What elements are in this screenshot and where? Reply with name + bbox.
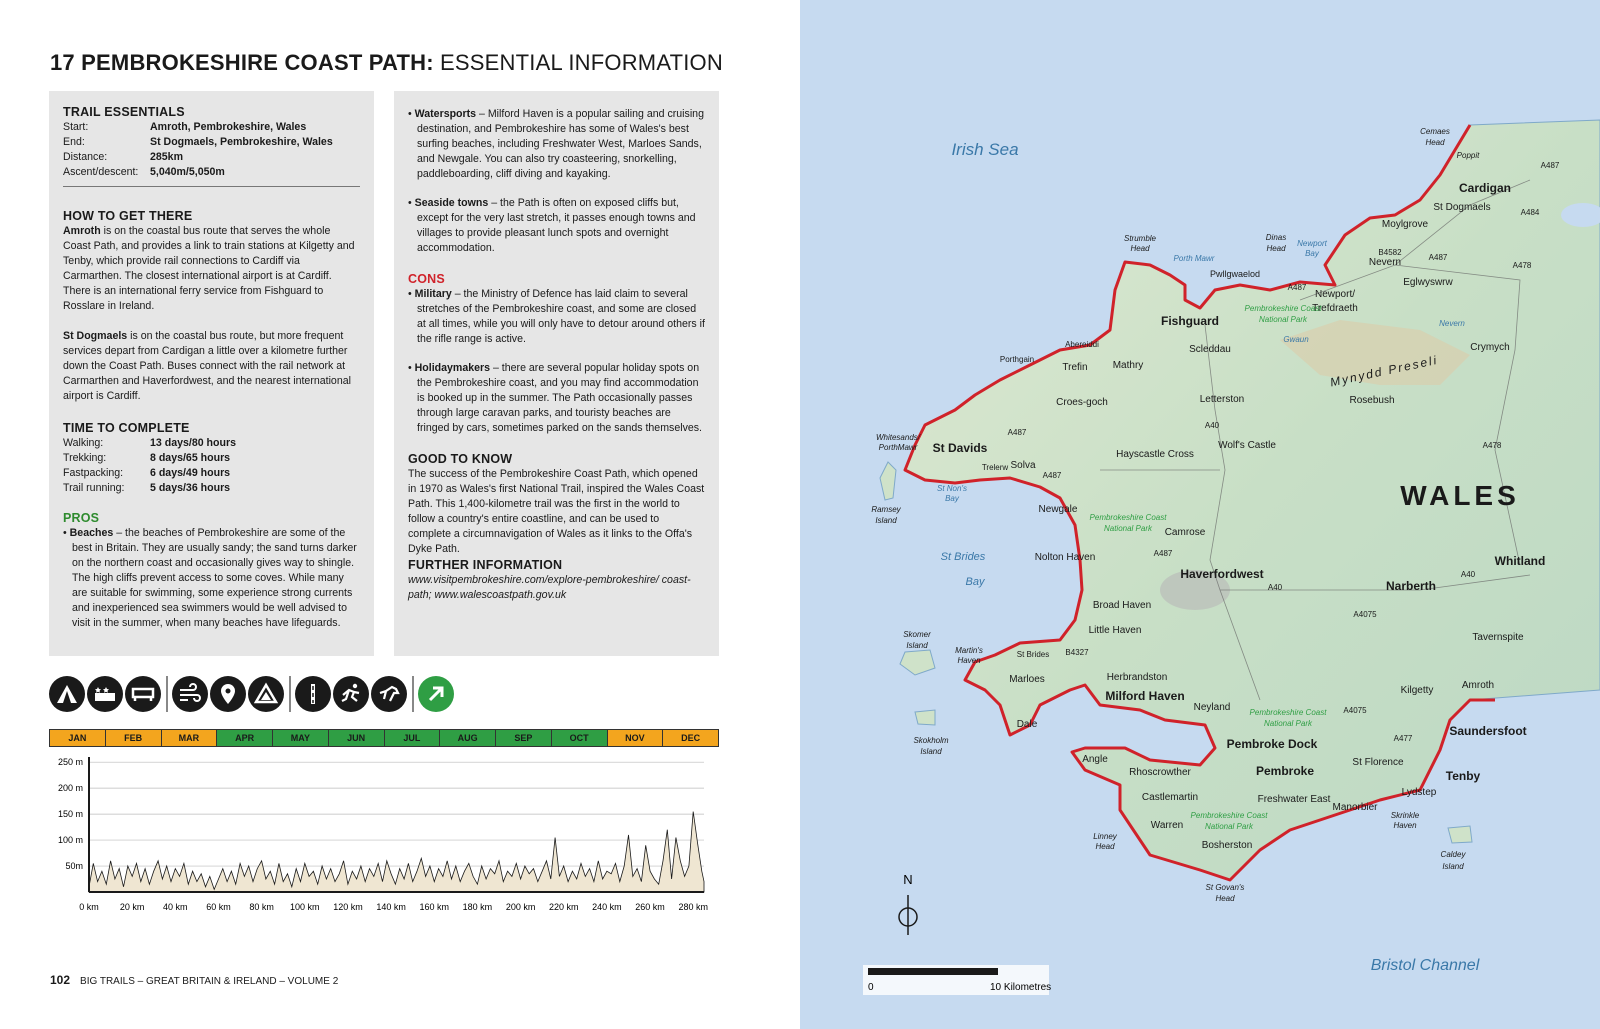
region-label: WALES — [1400, 480, 1520, 511]
road-label: A484 — [1520, 208, 1540, 217]
x-tick-label: 200 km — [505, 902, 536, 912]
hills-label: Mynydd Preseli — [1328, 352, 1440, 390]
y-tick-label: 150 m — [57, 809, 83, 820]
town-label: Wolf's Castle — [1218, 440, 1276, 451]
how-to-get-there — [63, 209, 360, 404]
pros-section — [63, 511, 360, 631]
y-tick-label: 50m — [65, 861, 83, 872]
road-label: A487 — [1287, 283, 1307, 292]
town-label: Trefin — [1062, 362, 1088, 373]
time-rows — [63, 436, 360, 496]
month-mar: MAR — [162, 730, 218, 746]
month-oct: OCT — [552, 730, 608, 746]
town-label: Tavernspite — [1472, 632, 1524, 643]
town-label: Croes-goch — [1056, 397, 1108, 408]
town-label: Neyland — [1193, 702, 1231, 713]
town-label: Warren — [1150, 820, 1184, 831]
icon-separator — [412, 676, 414, 712]
month-nov: NOV — [608, 730, 664, 746]
month-sep: SEP — [496, 730, 552, 746]
town-label: Solva — [1010, 460, 1036, 471]
x-tick-label: 60 km — [206, 902, 231, 912]
water-label: Newport — [1297, 239, 1327, 248]
map-panel — [800, 0, 1600, 1029]
road-label: A40 — [1267, 583, 1283, 592]
x-tick-label: 240 km — [592, 902, 622, 912]
town-label: Camrose — [1164, 527, 1206, 538]
details-box — [394, 91, 719, 656]
north-label: N — [903, 872, 913, 887]
month-may: MAY — [273, 730, 329, 746]
divider — [63, 186, 360, 187]
town-label: Amroth — [1461, 680, 1495, 691]
get-there-p2: St Dogmaels is on the coastal bus route, but more frequent services depart from Cardigan a little over a kilometre further down the Coast Path. Buses connect with the rail network at Carmarthen and Haverfordwest, and the nearest international airport is Cardiff. — [63, 330, 351, 402]
trail-essentials-heading: TRAIL ESSENTIALS — [63, 105, 185, 119]
town-label: Trefdraeth — [1312, 303, 1358, 314]
icon-separator — [289, 676, 291, 712]
x-tick-label: 40 km — [163, 902, 188, 912]
town-label: Angle — [1082, 754, 1108, 765]
activity-icons — [49, 674, 456, 714]
coast-label: Cemaes — [1420, 127, 1450, 136]
coast-label: Head — [1425, 138, 1445, 147]
town-label: Scleddau — [1189, 344, 1231, 355]
pros-item: • Seaside towns – the Path is often on exposed cliffs but, except for the very last stretch, it passes enough towns and villages to provide pleasant lunch spots and overnight accommodation. — [408, 197, 696, 254]
town-label: Fishguard — [1160, 314, 1220, 328]
town-label: Abereiddi — [1065, 340, 1099, 349]
road-label: A4075 — [1353, 610, 1377, 619]
park-label: Pembrokeshire Coast — [1089, 513, 1167, 522]
town-label: Newport/ — [1314, 289, 1356, 300]
scale-label: 10 Kilometres — [990, 982, 1052, 993]
time-row: Fastpacking: 6 days/49 hours — [63, 467, 231, 479]
pros-list-continued — [408, 107, 705, 256]
water-label: Bay — [1305, 249, 1319, 258]
cons-list — [408, 287, 705, 436]
triangle-icon — [248, 676, 284, 712]
x-tick-label: 140 km — [376, 902, 406, 912]
month-apr: APR — [217, 730, 273, 746]
town-label: Rosebush — [1349, 395, 1395, 406]
time-row: Walking: 13 days/80 hours — [63, 437, 236, 449]
town-label: St Davids — [932, 441, 988, 455]
road-label: A487 — [1428, 253, 1448, 262]
coast-label: PorthMawr — [878, 443, 918, 452]
town-label: Freshwater East — [1257, 794, 1331, 805]
coast-label: Head — [1215, 894, 1235, 903]
coast-label: Whitesands/ — [875, 433, 921, 442]
town-label: Marloes — [1009, 674, 1045, 685]
pros-list — [63, 526, 360, 631]
town-label: Kilgetty — [1400, 685, 1434, 696]
coast-label: Island — [875, 516, 897, 525]
scale-zero: 0 — [868, 982, 874, 993]
coast-label: Linney — [1093, 832, 1117, 841]
town-label: Little Haven — [1088, 625, 1142, 636]
town-label: Herbrandston — [1106, 672, 1168, 683]
coast-label: Head — [1130, 244, 1150, 253]
park-label: National Park — [1263, 719, 1313, 728]
town-label: St Dogmaels — [1433, 202, 1491, 213]
time-row: Trail running: 5 days/36 hours — [63, 482, 231, 494]
road-label: A478 — [1482, 441, 1502, 450]
good-to-know — [408, 452, 705, 557]
sea-label: Irish Sea — [951, 140, 1019, 159]
road-label: B4327 — [1065, 648, 1089, 657]
essentials-row: Distance: 285km — [63, 151, 183, 163]
town-label: Broad Haven — [1092, 600, 1152, 611]
coast-label: Skomer — [903, 630, 931, 639]
sea-label: Bay — [965, 576, 985, 588]
scale-bar — [863, 965, 1051, 995]
town-label: Mathry — [1112, 360, 1144, 371]
road-label: A478 — [1512, 261, 1532, 270]
park-label: Pembrokeshire Coast — [1249, 708, 1327, 717]
ramsey-island — [880, 462, 896, 500]
get-there-heading: HOW TO GET THERE — [63, 209, 193, 223]
month-jun: JUN — [329, 730, 385, 746]
sea-label: St Brides — [940, 551, 986, 563]
bed-icon — [125, 676, 161, 712]
coast-label: Island — [920, 747, 942, 756]
coast-label: Skrinkle — [1390, 811, 1420, 820]
town-label: Lydstep — [1401, 787, 1437, 798]
pros-item: • Watersports – Milford Haven is a popular sailing and cruising destination, and Pembrokeshire has some of Wales's best surfing beaches, including Freshwater West, Marloes Sands, and Newgale. You can also try coasteering, snorkelling, paddleboarding, cliff diving and kayaking. — [408, 108, 704, 180]
coast-label: Island — [906, 641, 928, 650]
town-label: Dale — [1016, 719, 1038, 730]
town-label: Narberth — [1385, 579, 1437, 593]
sea-label: Bristol Channel — [1370, 957, 1480, 974]
road-label: A4075 — [1343, 706, 1367, 715]
y-tick-label: 200 m — [57, 783, 83, 794]
town-label: Tenby — [1445, 769, 1481, 783]
y-tick-label: 250 m — [57, 757, 83, 768]
wind-icon — [172, 676, 208, 712]
town-label: Letterston — [1199, 394, 1245, 405]
town-label: Hayscastle Cross — [1116, 449, 1194, 460]
arrow-up-right-icon — [418, 676, 454, 712]
town-label: Manorbier — [1332, 802, 1378, 813]
town-label: Haverfordwest — [1180, 567, 1264, 581]
road-label: B4582 — [1378, 248, 1402, 257]
town-label: Rhoscrowther — [1129, 767, 1191, 778]
water-label: Nevern — [1439, 319, 1465, 328]
month-jul: JUL — [385, 730, 441, 746]
page-title: 17 PEMBROKESHIRE COAST PATH: ESSENTIAL INFORMATION — [50, 50, 723, 75]
water-label: Bay — [945, 494, 959, 503]
x-tick-label: 0 km — [79, 902, 99, 912]
essentials-row: Start: Amroth, Pembrokeshire, Wales — [63, 121, 307, 133]
water-label: St Non's — [937, 484, 967, 493]
tent-icon — [49, 676, 85, 712]
page-footer — [50, 973, 338, 987]
town-label: St Brides — [1016, 650, 1050, 659]
dog-icon — [371, 676, 407, 712]
good-heading: GOOD TO KNOW — [408, 452, 513, 466]
coast-label: St Govan's — [1205, 883, 1245, 892]
town-label: St Florence — [1352, 757, 1404, 768]
park-label: National Park — [1204, 822, 1254, 831]
coast-label: Caldey — [1440, 850, 1466, 859]
skokholm-island — [915, 710, 935, 725]
elevation-profile — [49, 752, 729, 942]
town-label: Porthgain — [999, 355, 1035, 364]
town-label: Trelerw — [981, 463, 1009, 472]
essentials-rows — [63, 120, 360, 180]
coast-label: Head — [1266, 244, 1286, 253]
road-label: A40 — [1204, 421, 1220, 430]
further-information — [408, 558, 705, 603]
further-heading: FURTHER INFORMATION — [408, 558, 563, 572]
town-label: Saundersfoot — [1449, 724, 1527, 738]
time-row: Trekking: 8 days/65 hours — [63, 452, 231, 464]
coast-label: Poppit — [1456, 151, 1480, 160]
coast-label: Head — [1095, 842, 1115, 851]
month-dec: DEC — [663, 730, 718, 746]
x-tick-label: 160 km — [419, 902, 450, 912]
coast-label: Skokholm — [913, 736, 949, 745]
park-label: Pembrokeshire Coast — [1190, 811, 1268, 820]
town-label: Nolton Haven — [1034, 552, 1096, 563]
town-label: Cardigan — [1458, 181, 1512, 195]
time-heading: TIME TO COMPLETE — [63, 421, 190, 435]
road-label: A487 — [1007, 428, 1027, 437]
coast-label: Strumble — [1123, 234, 1157, 243]
coast-label: Dinas — [1265, 233, 1287, 242]
months-bar — [49, 729, 719, 747]
town-label: Whitland — [1494, 554, 1546, 568]
coast-label: Ramsey — [871, 505, 901, 514]
pros-item: • Beaches – the beaches of Pembrokeshire are some of the best in Britain. They are usually sandy; the sand turns darker on the northern coast and occasionally gives way to shingle. The high cliffs prevent access to some coves. While many are suitable for swimming, some experience strong currents and inexperienced sea swimmers would be well advised to visit in the summer, when many beaches have lifeguards. — [63, 527, 357, 629]
coast-label: Haven — [957, 656, 981, 665]
essentials-row: End: St Dogmaels, Pembrokeshire, Wales — [63, 136, 333, 148]
caldey-island — [1448, 826, 1472, 843]
elevation-area — [89, 812, 704, 893]
north-arrow — [899, 872, 917, 935]
trail-essentials — [63, 105, 360, 187]
town-label: Milford Haven — [1105, 689, 1185, 703]
water-label: Gwaun — [1283, 335, 1309, 344]
month-aug: AUG — [440, 730, 496, 746]
x-tick-label: 120 km — [333, 902, 363, 912]
pros-continued — [408, 107, 705, 256]
town-label: Pwllgwaelod — [1209, 269, 1261, 279]
town-label: Newgale — [1038, 504, 1078, 515]
good-text: The success of the Pembrokeshire Coast Path, which opened in 1970 as Wales's first National Trail, inspired the Wales Coast Path. This 1,400-kilometre trail was the first in the world to follow a country's entire coastline, and can be used to complete a circumnavigation of Wales as it links to the Offa's Dyke Path. — [408, 468, 705, 555]
runner-icon — [333, 676, 369, 712]
town-label: Moylgrove — [1381, 219, 1429, 230]
road-label: A477 — [1393, 734, 1413, 743]
coast-label: Martin's — [955, 646, 983, 655]
y-tick-label: 100 m — [57, 835, 83, 846]
park-label: National Park — [1103, 524, 1153, 533]
coast-label: Island — [1442, 862, 1464, 871]
town-label: Bosherston — [1201, 840, 1253, 851]
cons-item: • Holidaymakers – there are several popular holiday spots on the Pembrokeshire coast, and you may find accommodation is booked up in the summer. The Path occasionally passes through large caravan parks, and touristy beaches are fringed by cars, sometimes parked on the sands themselves. — [408, 362, 702, 434]
essentials-box — [49, 91, 374, 656]
x-tick-label: 280 km — [678, 902, 708, 912]
hotel-icon — [87, 676, 123, 712]
road-label: A487 — [1042, 471, 1062, 480]
skomer-island — [900, 650, 935, 675]
month-feb: FEB — [106, 730, 162, 746]
icon-separator — [166, 676, 168, 712]
pros-heading: PROS — [63, 511, 100, 525]
road-icon — [295, 676, 331, 712]
town-label: Eglwyswrw — [1403, 277, 1453, 288]
town-label: Nevern — [1368, 257, 1402, 268]
essentials-row: Ascent/descent: 5,040m/5,050m — [63, 166, 225, 178]
x-tick-label: 180 km — [462, 902, 493, 912]
get-there-p1: Amroth is on the coastal bus route that serves the whole Coast Path, and provides a link to train stations at Kilgetty and Tenby, which provide rail connections to Cardiff via Carmarthen. The closest international airport is at Cardiff. There is an international ferry service from Fishguard to Rosslare in Ireland. — [63, 225, 355, 312]
cons-heading: CONS — [408, 272, 445, 286]
town-label: Pembroke — [1255, 764, 1315, 778]
page-number: 102 — [50, 973, 71, 987]
park-label: National Park — [1258, 315, 1308, 324]
town-label: Castlemartin — [1141, 792, 1199, 803]
water-label: Porth Mawr — [1173, 254, 1215, 263]
time-to-complete — [63, 421, 360, 496]
town-label: Pembroke Dock — [1226, 737, 1318, 751]
footer-text: BIG TRAILS – GREAT BRITAIN & IRELAND – VOLUME 2 — [80, 976, 339, 987]
further-links: www.visitpembrokeshire.com/explore-pembrokeshire/ coast-path; www.walescoastpath.gov.uk — [408, 574, 691, 601]
town-label: Crymych — [1470, 342, 1510, 353]
road-label: A487 — [1153, 549, 1173, 558]
month-jan: JAN — [50, 730, 106, 746]
x-tick-label: 20 km — [119, 902, 145, 912]
road-label: A487 — [1540, 161, 1560, 170]
location-pin-icon — [210, 676, 246, 712]
x-tick-label: 80 km — [249, 902, 274, 912]
x-tick-label: 100 km — [290, 902, 320, 912]
x-tick-label: 260 km — [635, 902, 665, 912]
cons-item: • Military – the Ministry of Defence has laid claim to several stretches of the Pembrokeshire coast, and some are closed at all times, while you will only have to detour around others if the rifle range is active. — [408, 288, 705, 345]
park-label: Pembrokeshire Coast — [1244, 304, 1322, 313]
road-label: A40 — [1460, 570, 1476, 579]
route-map — [800, 0, 1600, 1029]
x-tick-label: 220 km — [548, 902, 579, 912]
cons-section — [408, 272, 705, 436]
coast-label: Haven — [1393, 821, 1417, 830]
